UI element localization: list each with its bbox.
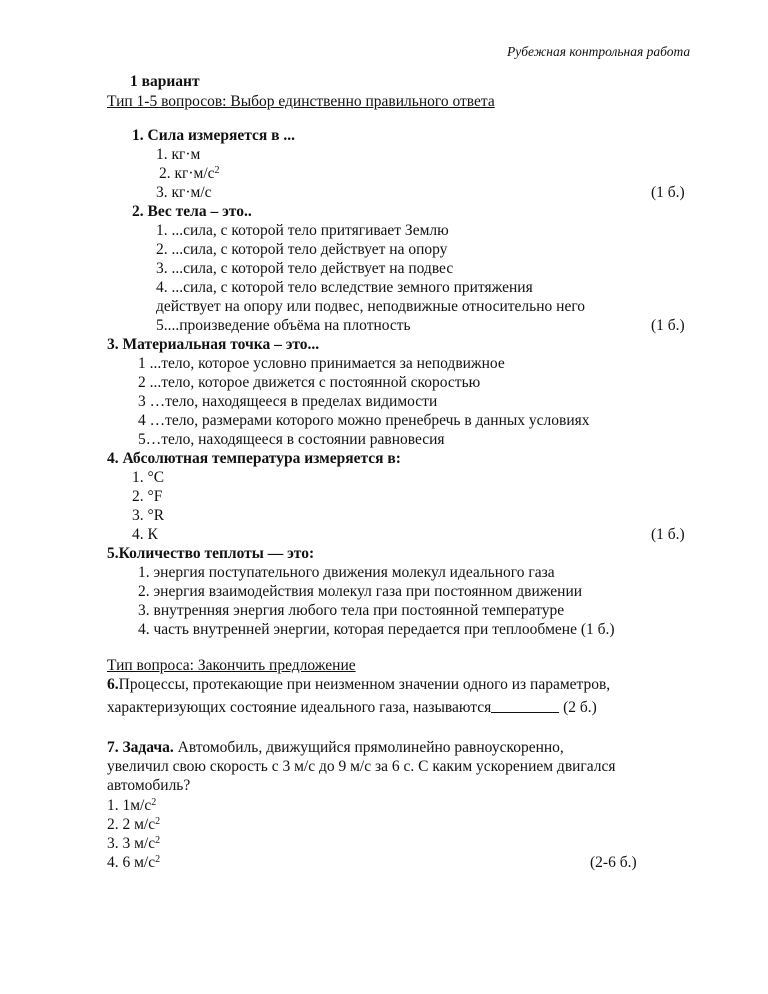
q2-option-4: 4. ...сила, с которой тело вследствие земного притяжения: [156, 279, 533, 296]
q4-points: (1 б.): [651, 526, 685, 543]
variant-title: 1 вариант: [130, 73, 200, 90]
q2-option-4-cont: действует на опору или подвес, неподвижные относительно него: [156, 298, 586, 315]
q4-option-1: 1. °С: [132, 469, 165, 486]
page-header: Рубежная контрольная работа: [507, 44, 691, 59]
q7-option-3: 3. 3 $м/с^2$: [107, 835, 161, 852]
q7-option-1: 1. $1м/с^2$: [107, 797, 157, 814]
q7-line-1: 7. Задача. Автомобиль, движущийся прямолинейно равноускоренно,: [107, 739, 564, 756]
q6-line-1: 6.Процессы, протекающие при неизменном значении одного из параметров,: [107, 676, 611, 693]
q6-line-2: характеризующих состояние идеального газа, называются (2 б.): [107, 699, 597, 716]
q1-points: (1 б.): [651, 184, 685, 201]
q2-option-2: 2. ...сила, с которой тело действует на опору: [156, 241, 448, 258]
q2-option-5: 5....произведение объёма на плотность: [156, 317, 411, 334]
q1-option-2: 2. $кг\cdot м/с^2$: [159, 165, 220, 182]
q3-option-5: 5…тело, находящееся в состоянии равновесия: [138, 431, 445, 448]
q4-title: 4. Абсолютная температура измеряется в:: [107, 450, 401, 467]
q3-option-1: 1 ...тело, которое условно принимается за неподвижное: [138, 355, 505, 372]
q3-option-3: 3 …тело, находящееся в пределах видимости: [138, 393, 438, 410]
q3-option-4: 4 …тело, размерами которого можно пренебречь в данных условиях: [138, 412, 590, 429]
q2-option-1: 1. ...сила, с которой тело притягивает Землю: [156, 222, 449, 239]
q1-title: 1. Сила измеряется в ...: [132, 127, 296, 144]
q7-option-2: 2. 2 $м/с^2$: [107, 816, 161, 833]
q7-line-3: автомобиль?: [107, 777, 191, 794]
q2-points: (1 б.): [651, 317, 685, 334]
answer-blank[interactable]: [491, 698, 559, 713]
q1-option-1: 1. кг·м: [156, 146, 201, 163]
q4-option-4: 4. К: [132, 526, 158, 543]
section1-title: Тип 1-5 вопросов: Выбор единственно правильного ответа: [107, 93, 495, 110]
q7-points: (2-6 б.): [590, 854, 637, 871]
q7-line-2: увеличил свою скорость с 3 м/с до 9 м/с за 6 с. С каким ускорением двигался: [107, 758, 616, 775]
q5-title: 5.Количество теплоты — это:: [107, 545, 315, 562]
q4-option-3: 3. °R: [132, 507, 165, 524]
q5-option-3: 3. внутренняя энергия любого тела при постоянной температуре: [138, 602, 565, 619]
q3-option-2: 2 ...тело, которое движется с постоянной скоростью: [138, 374, 481, 391]
q3-title: 3. Материальная точка – это...: [107, 336, 320, 353]
q5-option-4: 4. часть внутренней энергии, которая передается при теплообмене (1 б.): [138, 621, 615, 638]
q2-title: 2. Вес тела – это..: [132, 203, 252, 220]
q2-option-3: 3. ...сила, с которой тело действует на подвес: [156, 260, 454, 277]
q5-option-2: 2. энергия взаимодействия молекул газа при постоянном движении: [138, 583, 583, 600]
q1-option-3: 3. кг·м/с: [156, 184, 212, 201]
q5-option-1: 1. энергия поступательного движения молекул идеального газа: [138, 564, 555, 581]
q7-option-4: 4. 6 $м/с^2$: [107, 854, 161, 871]
q4-option-2: 2. °F: [132, 488, 163, 505]
section2-title: Тип вопроса: Закончить предложение: [107, 657, 356, 674]
